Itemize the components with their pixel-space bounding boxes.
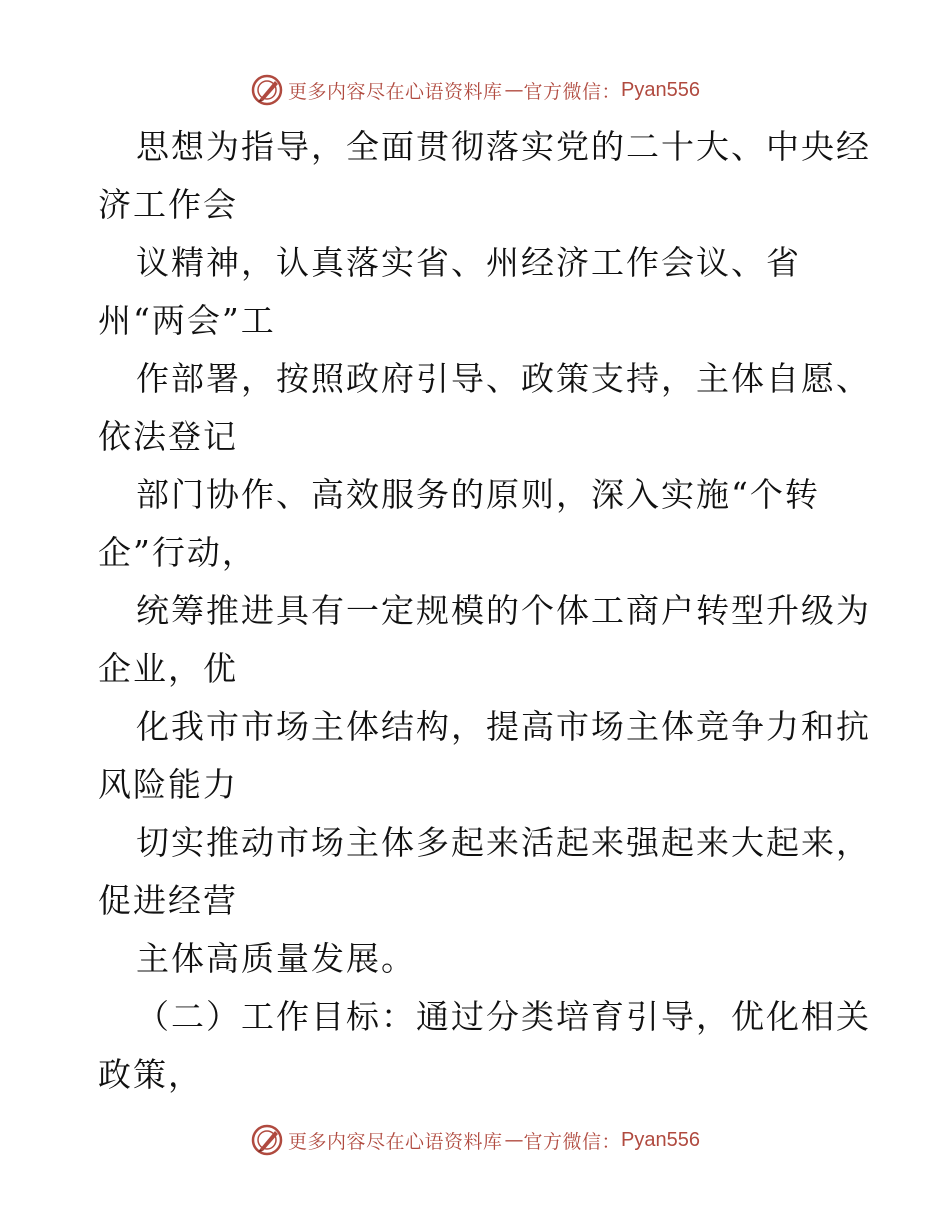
- paragraph-line: [98, 698, 871, 814]
- paragraph-line: [98, 466, 858, 582]
- seal-pen-icon: [250, 73, 284, 107]
- line-tail: 风险能力: [98, 765, 238, 804]
- line-tail: 政策，: [98, 1055, 203, 1094]
- paragraph-line: [98, 118, 871, 234]
- paragraph-line: [98, 234, 858, 350]
- line-lead: 统筹推进具有一定规模的个体工商户转型升级为: [136, 591, 871, 630]
- header-banner: [0, 70, 950, 110]
- banner-contact-label: 官方微信：: [523, 80, 622, 103]
- footer-banner: [0, 1120, 950, 1160]
- line-tail: 促进经营: [98, 881, 238, 920]
- line-lead: 作部署，按照政府引导、政策支持，主体自愿、: [136, 359, 871, 398]
- line-tail: 企业，优: [98, 649, 238, 688]
- line-tail: 依法登记: [98, 417, 238, 456]
- line-tail: 州“两会”工: [98, 301, 276, 340]
- seal-pen-icon: [250, 1123, 284, 1157]
- banner-dash: —: [504, 79, 524, 101]
- banner-contact-id: Pyan556: [621, 78, 700, 101]
- banner-site-text: 更多内容尽在心语资料库: [288, 1130, 503, 1153]
- line-lead: 部门协作、高效服务的原则，深入实施“个转: [136, 475, 820, 514]
- line-lead: （二）工作目标：通过分类培育引导，优化相关: [136, 997, 871, 1036]
- paragraph-line: [98, 930, 858, 988]
- document-body: [98, 118, 871, 1104]
- paragraph-line: [98, 988, 871, 1104]
- banner-site-text: 更多内容尽在心语资料库: [288, 80, 503, 103]
- banner-contact-id: Pyan556: [621, 1128, 700, 1151]
- banner-dash: —: [504, 1129, 524, 1151]
- line-lead: 议精神，认真落实省、州经济工作会议、省: [136, 243, 801, 282]
- banner-contact-label: 官方微信：: [523, 1130, 622, 1153]
- paragraph-line: [98, 350, 871, 466]
- line-lead: 思想为指导，全面贯彻落实党的二十大、中央经: [136, 127, 871, 166]
- line-tail: 企”行动，: [98, 533, 257, 572]
- paragraph-line: [98, 582, 871, 698]
- line-lead: 化我市市场主体结构，提高市场主体竞争力和抗: [136, 707, 871, 746]
- line-lead: 切实推动市场主体多起来活起来强起来大起来，: [136, 823, 871, 862]
- line-tail: 济工作会: [98, 185, 238, 224]
- line-lead: 主体高质量发展。: [136, 939, 416, 978]
- paragraph-line: [98, 814, 871, 930]
